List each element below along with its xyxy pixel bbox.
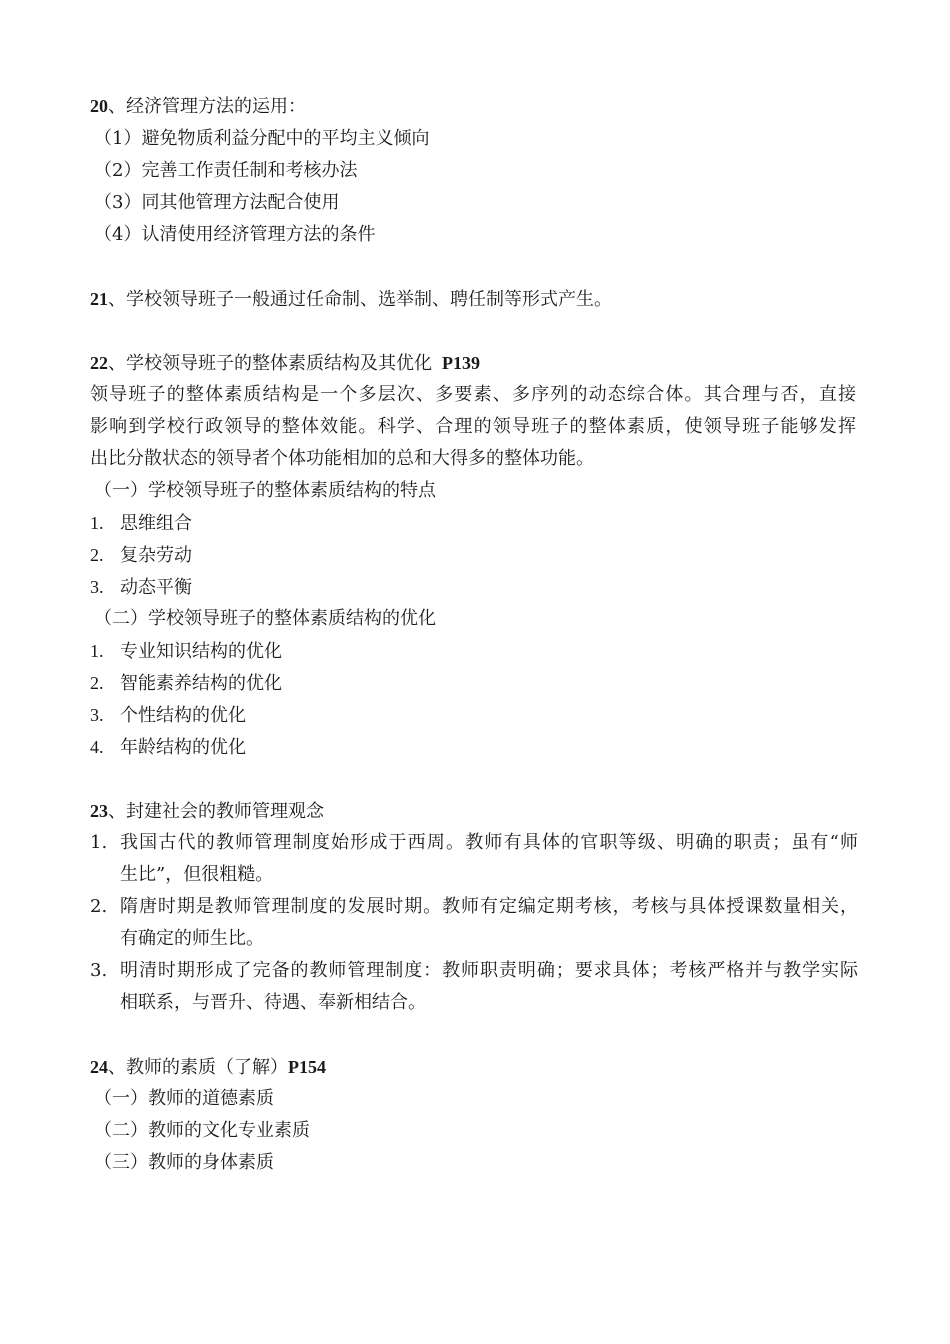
list-item: （三）教师的身体素质	[94, 1152, 274, 1173]
list-item	[90, 667, 282, 699]
list-item: （1）避免物质利益分配中的平均主义倾向	[94, 128, 430, 149]
list-item: （一）教师的道德素质	[94, 1088, 274, 1109]
list-item	[90, 731, 246, 763]
list-number: 3.	[90, 705, 104, 725]
paragraph-line: 领导班子的整体素质结构是一个多层次、多要素、多序列的动态综合体。其合理与否，直接	[90, 384, 856, 405]
list-number: 4.	[90, 737, 104, 757]
page-reference: P139	[442, 353, 480, 373]
list-item: （3）同其他管理方法配合使用	[94, 192, 340, 213]
list-text: 个性结构的优化	[120, 705, 246, 726]
list-item: （2）完善工作责任制和考核办法	[94, 160, 358, 181]
section-24-heading	[90, 1051, 326, 1083]
list-item: （二）教师的文化专业素质	[94, 1120, 310, 1141]
section-23-heading	[90, 795, 324, 827]
section-21-heading	[90, 283, 612, 315]
list-number: 2.	[90, 545, 104, 565]
list-text-line: 生比”，但很粗糙。	[120, 864, 274, 885]
list-text: 智能素养结构的优化	[120, 673, 282, 694]
list-item	[90, 571, 192, 603]
list-text-line: 我国古代的教师管理制度始形成于西周。教师有具体的官职等级、明确的职责；虽有“师	[120, 832, 858, 853]
list-text-line: 相联系，与晋升、待遇、奉新相结合。	[120, 992, 426, 1013]
list-item	[90, 539, 192, 571]
list-text: 动态平衡	[120, 577, 192, 598]
section-title: 、经济管理方法的运用：	[108, 96, 306, 117]
list-number: 2.	[90, 673, 104, 693]
subsection-heading: （一）学校领导班子的整体素质结构的特点	[94, 480, 436, 501]
list-number: 1.	[90, 513, 104, 533]
list-item	[90, 635, 282, 667]
list-number: 1.	[90, 832, 108, 853]
list-number: 3.	[90, 960, 108, 981]
list-text: 年龄结构的优化	[120, 737, 246, 758]
section-22-heading	[90, 347, 480, 379]
list-item	[90, 507, 192, 539]
section-number: 23	[90, 801, 108, 821]
section-title: 、封建社会的教师管理观念	[108, 801, 324, 822]
page-reference: P154	[288, 1057, 326, 1077]
section-number: 21	[90, 289, 108, 309]
list-item	[90, 699, 246, 731]
section-text: 、学校领导班子一般通过任命制、选举制、聘任制等形式产生。	[108, 289, 612, 310]
list-text: 专业知识结构的优化	[120, 641, 282, 662]
list-text-line: 有确定的师生比。	[120, 928, 264, 949]
list-text: 思维组合	[120, 513, 192, 534]
list-item: （4）认清使用经济管理方法的条件	[94, 224, 376, 245]
section-number: 20	[90, 96, 108, 116]
section-title: 、学校领导班子的整体素质结构及其优化	[108, 353, 432, 374]
section-20-heading	[90, 90, 306, 122]
section-number: 24	[90, 1057, 108, 1077]
section-title: 、教师的素质（了解）	[108, 1057, 288, 1078]
paragraph-line: 影响到学校行政领导的整体效能。科学、合理的领导班子的整体素质，使领导班子能够发挥	[90, 416, 856, 437]
list-number: 2.	[90, 896, 108, 917]
list-text-line: 明清时期形成了完备的教师管理制度：教师职责明确；要求具体；考核严格并与教学实际	[120, 960, 858, 981]
paragraph-line: 出比分散状态的领导者个体功能相加的总和大得多的整体功能。	[90, 448, 594, 469]
list-text-line: 隋唐时期是教师管理制度的发展时期。教师有定编定期考核，考核与具体授课数量相关，	[120, 896, 858, 917]
list-number: 3.	[90, 577, 104, 597]
list-text: 复杂劳动	[120, 545, 192, 566]
section-number: 22	[90, 353, 108, 373]
subsection-heading: （二）学校领导班子的整体素质结构的优化	[94, 608, 436, 629]
list-number: 1.	[90, 641, 104, 661]
